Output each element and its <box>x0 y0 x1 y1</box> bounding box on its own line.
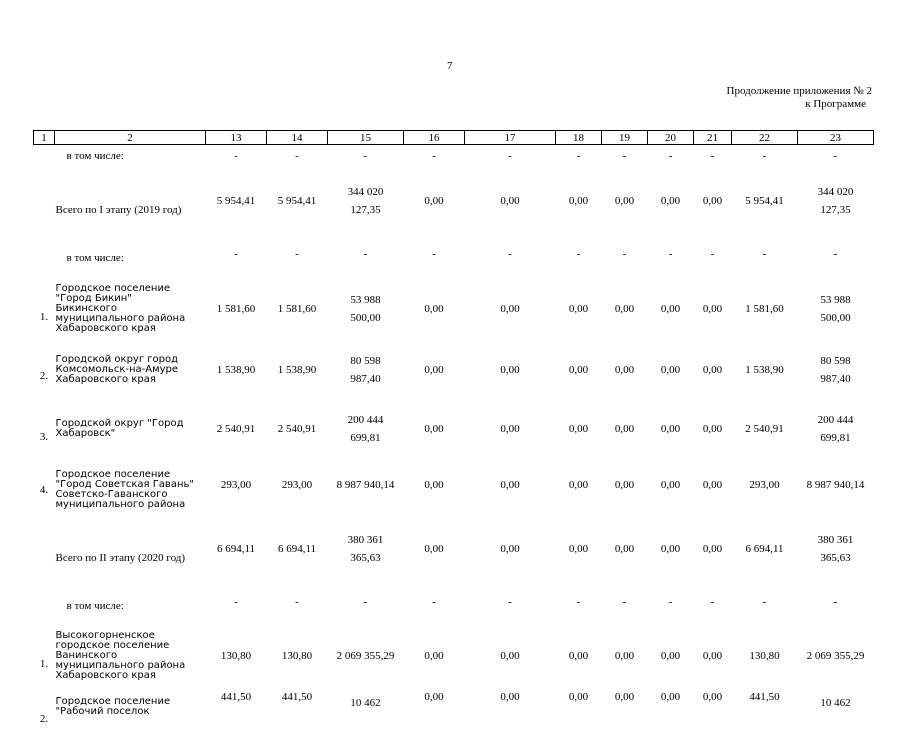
cell: 0,00 <box>500 423 520 435</box>
cell: 6 694,11 <box>216 542 256 555</box>
cell: 1 538,90 <box>216 364 256 376</box>
name-line: Бикинского <box>55 302 117 314</box>
row-index: 1. <box>39 310 49 323</box>
cell: 293,00 <box>749 478 780 491</box>
cell: 0,00 <box>424 542 444 555</box>
name-line: городское поселение <box>55 640 170 651</box>
cell: - <box>234 248 238 260</box>
cell: - <box>576 595 581 608</box>
row-label <box>55 462 206 517</box>
table-row <box>34 462 874 517</box>
cell: 0,00 <box>702 650 723 662</box>
cell: - <box>295 248 299 260</box>
row-label: Всего по II этапу (2020 год) <box>55 551 186 564</box>
row-label <box>55 344 206 396</box>
column-header: 19 <box>602 131 648 145</box>
name-line: Городской округ город <box>55 354 179 365</box>
name-line: "Рабочий поселок <box>55 706 150 717</box>
cell: 0,00 <box>614 650 635 662</box>
row-index <box>34 145 55 168</box>
column-header: 18 <box>556 131 602 145</box>
cell-line: 699,81 <box>820 432 851 444</box>
cell: 0,00 <box>660 650 681 662</box>
cell-line: 127,35 <box>350 204 381 216</box>
name-line: Хабаровского края <box>55 322 156 334</box>
cell: 0,00 <box>702 302 723 315</box>
cell-line: 200 444 <box>347 414 384 426</box>
column-header: 13 <box>206 131 267 145</box>
cell-line: 344 020 <box>347 186 384 198</box>
name-line: "Город Советская Гавань" <box>55 478 194 490</box>
cell: 0,00 <box>424 195 444 207</box>
cell: - <box>710 248 715 260</box>
cell: 0,00 <box>702 542 723 555</box>
cell: 293,00 <box>220 478 252 491</box>
cell: - <box>363 595 368 608</box>
cell: 0,00 <box>702 364 723 376</box>
cell-line: 500,00 <box>820 311 851 324</box>
cell: 2 540,91 <box>216 423 256 435</box>
cell: 0,00 <box>500 364 520 376</box>
cell-line: 380 361 <box>817 533 854 546</box>
cell-line: 365,63 <box>350 551 381 564</box>
cell: 441,50 <box>749 691 780 703</box>
cell: 0,00 <box>500 302 520 315</box>
cell: 0,00 <box>614 542 635 555</box>
cell: 5 954,41 <box>745 195 784 207</box>
table-row <box>34 145 874 168</box>
column-header: 20 <box>648 131 694 145</box>
cell: 10 462 <box>820 697 851 709</box>
table-row <box>34 396 874 462</box>
cell: - <box>295 150 299 162</box>
cell: - <box>833 595 838 608</box>
appendix-line-2: к Программе <box>805 98 866 110</box>
cell: 1 581,60 <box>216 302 256 315</box>
column-header: 23 <box>798 131 874 145</box>
data-table <box>33 130 874 739</box>
cell: 0,00 <box>702 478 723 491</box>
table-row <box>34 167 874 235</box>
cell: 0,00 <box>660 478 681 491</box>
cell: 6 694,11 <box>277 542 317 555</box>
cell: 0,00 <box>568 423 589 435</box>
cell-line: 80 598 <box>350 355 381 367</box>
cell: - <box>508 595 512 608</box>
cell: 130,80 <box>281 650 313 662</box>
row-label: в том числе: <box>66 599 124 612</box>
cell: - <box>710 150 715 162</box>
row-label <box>55 623 206 689</box>
cell: 0,00 <box>500 542 520 555</box>
cell: 0,00 <box>568 650 589 662</box>
column-header: 17 <box>465 131 556 145</box>
name-line: Городское поселение <box>55 696 171 707</box>
row-index <box>34 167 55 235</box>
cell: 1 581,60 <box>277 302 317 315</box>
cell <box>328 167 404 235</box>
column-header: 2 <box>55 131 206 145</box>
row-label <box>55 396 206 462</box>
cell: 2 069 355,29 <box>806 650 865 662</box>
table-row <box>34 235 874 273</box>
cell: 0,00 <box>568 195 589 207</box>
cell: 0,00 <box>660 302 681 315</box>
cell: 1 538,90 <box>277 364 317 376</box>
appendix-heading <box>727 85 872 111</box>
cell: 0,00 <box>500 691 520 703</box>
cell: 293,00 <box>281 478 313 491</box>
name-line: муниципального района <box>55 660 186 671</box>
cell: 0,00 <box>660 195 681 207</box>
cell: 2 069 355,29 <box>336 650 395 662</box>
cell-line: 80 598 <box>820 355 851 367</box>
row-label: в том числе: <box>66 150 124 162</box>
table-row <box>34 623 874 689</box>
cell: 0,00 <box>424 364 444 376</box>
cell-line: 200 444 <box>817 414 854 426</box>
column-header: 21 <box>694 131 732 145</box>
cell: 0,00 <box>660 364 681 376</box>
cell: - <box>622 150 627 162</box>
cell: 0,00 <box>568 478 589 491</box>
cell: 6 694,11 <box>745 542 784 555</box>
column-header: 16 <box>404 131 465 145</box>
table-header-row <box>34 131 874 145</box>
row-label <box>55 273 206 344</box>
cell: 1 538,90 <box>745 364 784 376</box>
cell-line: 53 988 <box>350 293 381 306</box>
name-line: Высокогорненское <box>55 630 155 641</box>
cell: 0,00 <box>614 478 635 491</box>
name-line: Городское поселение <box>55 282 171 294</box>
cell: 0,00 <box>660 542 681 555</box>
row-index <box>34 517 55 580</box>
cell: - <box>432 248 436 260</box>
cell-line: 500,00 <box>350 311 381 324</box>
cell-line: 699,81 <box>350 432 381 444</box>
cell: - <box>234 595 238 608</box>
cell: - <box>622 248 627 260</box>
cell: - <box>508 150 512 162</box>
cell <box>328 273 404 344</box>
cell <box>328 517 404 580</box>
cell-line: 127,35 <box>820 204 851 216</box>
cell: - <box>234 150 238 162</box>
table-row <box>34 273 874 344</box>
cell: 130,80 <box>220 650 252 662</box>
name-line: Ванинского <box>55 650 118 661</box>
cell: 0,00 <box>424 650 444 662</box>
row-label: Всего по I этапу (2019 год) <box>55 204 182 216</box>
cell: - <box>363 150 368 162</box>
cell: 0,00 <box>424 478 444 491</box>
cell: 0,00 <box>568 691 589 703</box>
cell: - <box>622 595 627 608</box>
cell: 0,00 <box>614 302 635 315</box>
row-label: в том числе: <box>66 252 124 264</box>
cell: - <box>668 248 673 260</box>
cell: 0,00 <box>568 364 589 376</box>
cell: 441,50 <box>281 691 313 703</box>
row-index: 1. <box>39 658 49 670</box>
cell <box>328 396 404 462</box>
cell: 0,00 <box>614 691 635 703</box>
cell: - <box>432 595 436 608</box>
cell: - <box>762 595 767 608</box>
cell <box>798 344 874 396</box>
cell: 0,00 <box>500 650 520 662</box>
name-line: Хабаровского края <box>55 670 156 681</box>
name-line: Хабаровск" <box>55 428 116 439</box>
cell: 0,00 <box>500 195 520 207</box>
column-header: 14 <box>267 131 328 145</box>
cell: 1 581,60 <box>745 302 784 315</box>
cell: - <box>833 150 838 162</box>
row-index <box>34 235 55 273</box>
table-row <box>34 689 874 739</box>
name-line: Городское поселение <box>55 468 171 480</box>
appendix-line-1: Продолжение приложения № 2 <box>726 85 872 97</box>
cell: 5 954,41 <box>277 195 317 207</box>
name-line: Комсомольск-на-Амуре <box>55 364 179 375</box>
table-row <box>34 344 874 396</box>
cell: 130,80 <box>749 650 780 662</box>
name-line: муниципального района <box>55 312 186 324</box>
cell-line: 365,63 <box>820 551 851 564</box>
column-header: 15 <box>328 131 404 145</box>
row-index: 4. <box>39 483 49 496</box>
cell: 0,00 <box>702 195 723 207</box>
row-index: 2. <box>39 713 49 725</box>
cell: - <box>668 150 673 162</box>
cell-line: 987,40 <box>820 373 851 385</box>
page-number: 7 <box>447 60 453 72</box>
cell: - <box>363 248 368 260</box>
cell: 0,00 <box>614 364 635 376</box>
row-index: 2. <box>39 370 49 382</box>
cell: 10 462 <box>350 697 381 709</box>
cell: 0,00 <box>424 691 444 703</box>
cell <box>798 273 874 344</box>
cell: 0,00 <box>568 542 589 555</box>
cell: - <box>508 248 512 260</box>
column-header: 22 <box>732 131 798 145</box>
cell: 0,00 <box>424 302 444 315</box>
cell <box>328 344 404 396</box>
cell: - <box>432 150 436 162</box>
row-label <box>55 689 206 739</box>
cell: 0,00 <box>614 195 635 207</box>
cell: 0,00 <box>568 302 589 315</box>
cell: 441,50 <box>220 691 252 703</box>
row-index <box>34 580 55 623</box>
cell: 0,00 <box>660 691 681 703</box>
cell-line: 380 361 <box>347 533 384 546</box>
cell <box>798 167 874 235</box>
cell: 0,00 <box>702 423 723 435</box>
cell: 8 987 940,14 <box>806 478 865 491</box>
cell: - <box>668 595 673 608</box>
cell-line: 344 020 <box>817 186 854 198</box>
name-line: "Город Бикин" <box>55 292 132 304</box>
cell: 5 954,41 <box>216 195 256 207</box>
cell-line: 53 988 <box>820 293 851 306</box>
cell-line: 987,40 <box>350 373 381 385</box>
name-line: Советско-Гаванского <box>55 488 168 500</box>
cell: 2 540,91 <box>745 423 784 435</box>
row-index: 3. <box>39 431 49 443</box>
cell: 0,00 <box>702 691 723 703</box>
cell: 0,00 <box>424 423 444 435</box>
cell: 0,00 <box>614 423 635 435</box>
cell: 2 540,91 <box>277 423 317 435</box>
cell: - <box>295 595 299 608</box>
table-row <box>34 517 874 580</box>
cell: 0,00 <box>660 423 681 435</box>
cell <box>798 396 874 462</box>
cell: - <box>710 595 715 608</box>
cell <box>798 517 874 580</box>
cell: 8 987 940,14 <box>336 478 395 491</box>
cell: - <box>576 248 581 260</box>
cell: - <box>762 150 767 162</box>
column-header: 1 <box>34 131 55 145</box>
cell: - <box>576 150 581 162</box>
name-line: муниципального района <box>55 498 186 510</box>
cell: 0,00 <box>500 478 520 491</box>
table-row <box>34 580 874 623</box>
cell: - <box>762 248 767 260</box>
name-line: Городской округ "Город <box>55 418 184 429</box>
name-line: Хабаровского края <box>55 374 156 385</box>
cell: - <box>833 248 838 260</box>
